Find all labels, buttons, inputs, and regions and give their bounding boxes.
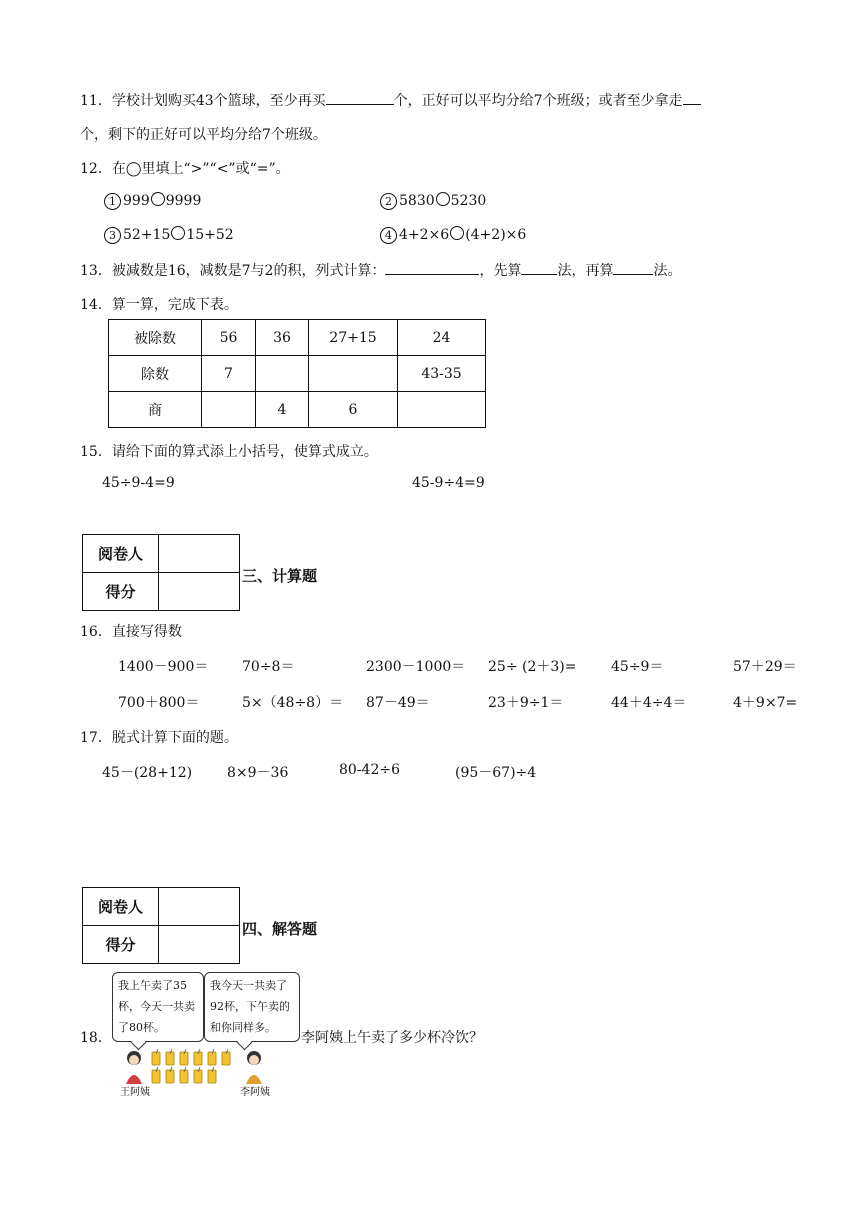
calc-item: 45÷9＝	[611, 659, 664, 675]
answer-blank[interactable]	[683, 90, 701, 105]
calc-item: 2300－1000＝	[366, 659, 466, 675]
name-label: 李阿姨	[240, 1087, 270, 1098]
cups-icon	[152, 1052, 230, 1083]
woman-icon	[246, 1051, 262, 1084]
calc-item: 700＋800＝	[118, 695, 200, 711]
question-16-stem: 16．直接写得数	[80, 624, 182, 640]
division-table	[108, 319, 486, 428]
table-cell: 被除数	[109, 320, 202, 356]
question-13: 13．被减数是16，减数是7与2的积，列式计算： ，先算 法，再算 法。	[80, 260, 681, 280]
answer-cell[interactable]	[398, 392, 486, 428]
table-cell: 7	[202, 356, 256, 392]
question-17-stem: 17．脱式计算下面的题。	[80, 730, 238, 746]
speech-bubble-wang: 我上午卖了35杯，今天一共卖了80杯。	[112, 972, 204, 1042]
table-cell: 56	[202, 320, 256, 356]
step-calc-item: (95－67)÷4	[455, 765, 537, 781]
step-calc-item: 80-42÷6	[339, 762, 400, 778]
compare-item-2: 2 5830 5230	[380, 192, 486, 210]
speech-bubble-li: 我今天一共卖了92杯，下午卖的和你同样多。	[204, 972, 300, 1042]
table-cell: 27+15	[309, 320, 398, 356]
grader-field[interactable]	[159, 888, 240, 926]
bracket-expression[interactable]: 45-9÷4=9	[412, 475, 485, 491]
grader-field[interactable]	[159, 535, 240, 573]
compare-circle[interactable]	[151, 192, 165, 206]
step-calc-item: 8×9－36	[227, 765, 289, 781]
bracket-expression[interactable]: 45÷9-4=9	[102, 475, 175, 491]
calc-item: 23＋9÷1＝	[488, 695, 564, 711]
answer-blank[interactable]	[385, 260, 479, 275]
score-label: 得分	[83, 926, 159, 964]
grader-box	[82, 887, 240, 964]
compare-item-1: 1 999 9999	[104, 192, 201, 210]
table-cell: 商	[109, 392, 202, 428]
question-15-stem: 15．请给下面的算式添上小括号，使算式成立。	[80, 444, 378, 460]
table-row	[109, 320, 486, 356]
compare-circle[interactable]	[450, 226, 464, 240]
question-18-number: 18．	[80, 1030, 112, 1046]
calc-item: 57＋29＝	[733, 659, 797, 675]
calc-item: 4＋9×7=	[733, 695, 798, 711]
question-11-line2: 个，剩下的正好可以平均分给7个班级。	[80, 127, 327, 143]
calc-item: 44＋4÷4＝	[611, 695, 687, 711]
answer-blank[interactable]	[326, 90, 394, 105]
grader-label: 阅卷人	[83, 535, 159, 573]
question-14-stem: 14．算一算，完成下表。	[80, 297, 238, 313]
calc-item: 5×（48÷8）＝	[242, 695, 344, 711]
question-12-stem: 12．在◯里填上“>”“<”或“=”。	[80, 161, 290, 177]
table-row	[109, 392, 486, 428]
table-cell: 4	[256, 392, 309, 428]
calc-item: 1400－900＝	[118, 659, 209, 675]
compare-item-4: 4 4+2×6 (4+2)×6	[380, 226, 526, 244]
answer-cell[interactable]	[309, 356, 398, 392]
grader-label: 阅卷人	[83, 888, 159, 926]
table-row	[109, 356, 486, 392]
calc-item: 25÷ (2＋3)=	[488, 659, 577, 675]
score-field[interactable]	[159, 926, 240, 964]
table-cell: 36	[256, 320, 309, 356]
score-field[interactable]	[159, 573, 240, 611]
table-cell: 24	[398, 320, 486, 356]
section-title: 四、解答题	[242, 920, 318, 938]
answer-blank[interactable]	[613, 260, 653, 275]
name-label: 王阿姨	[120, 1087, 150, 1098]
table-cell: 43-35	[398, 356, 486, 392]
section-title: 三、计算题	[242, 567, 318, 585]
score-label: 得分	[83, 573, 159, 611]
compare-circle[interactable]	[436, 192, 450, 206]
calc-item: 70÷8＝	[242, 659, 295, 675]
step-calc-item: 45－(28+12)	[102, 765, 193, 781]
calc-item: 87－49＝	[366, 695, 430, 711]
question-11-line1: 11．学校计划购买43个篮球，至少再买 个，正好可以平均分给7个班级；或者至少拿走	[80, 90, 701, 110]
table-cell: 6	[309, 392, 398, 428]
answer-cell[interactable]	[202, 392, 256, 428]
question-18-text: 李阿姨上午卖了多少杯冷饮？	[301, 1030, 483, 1046]
woman-icon	[126, 1051, 142, 1084]
answer-blank[interactable]	[521, 260, 557, 275]
table-cell: 除数	[109, 356, 202, 392]
compare-item-3: 3 52+15 15+52	[104, 226, 234, 244]
answer-cell[interactable]	[256, 356, 309, 392]
compare-circle[interactable]	[171, 226, 185, 240]
grader-box	[82, 534, 240, 611]
